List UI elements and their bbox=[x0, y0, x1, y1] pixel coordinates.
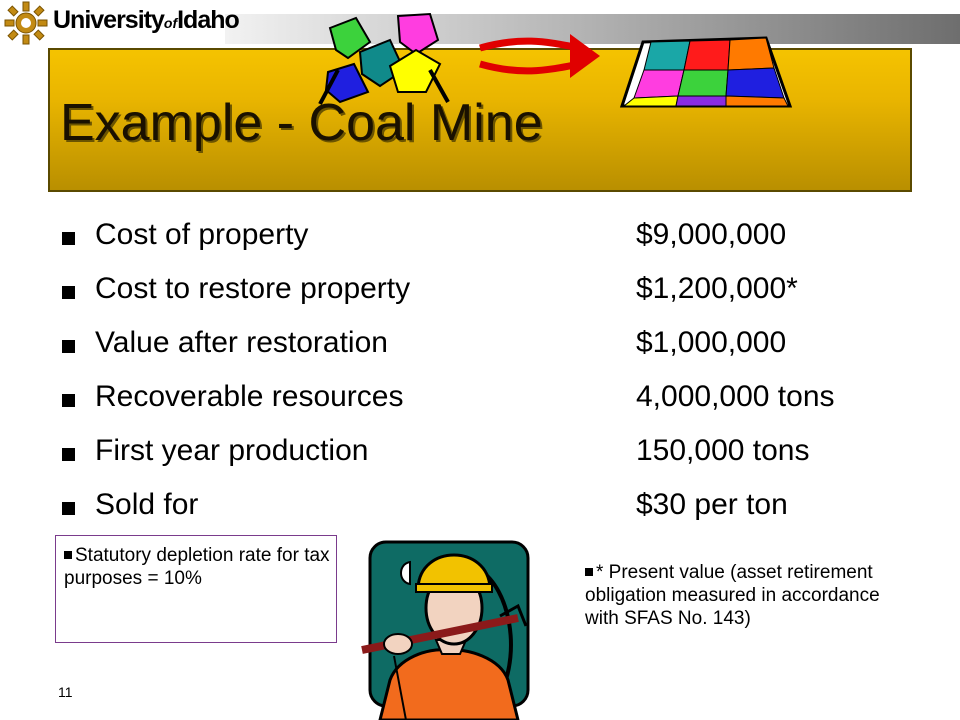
bullet-label: Recoverable resources bbox=[95, 380, 404, 413]
bullet-value: 150,000 tons bbox=[636, 434, 810, 467]
bullet-item-cost-of-property bbox=[0, 218, 960, 266]
bullet-value: $30 per ton bbox=[636, 488, 788, 521]
bullet-item-first-year-production bbox=[0, 434, 960, 482]
asset-retirement-note bbox=[585, 561, 915, 630]
logo-word-university: University bbox=[53, 6, 164, 34]
bullet-label: Cost of property bbox=[95, 218, 309, 251]
bullet-value: $1,200,000* bbox=[636, 272, 798, 305]
sun-gear-icon bbox=[3, 0, 49, 46]
bullet-marker-icon bbox=[62, 286, 75, 299]
bullet-label: First year production bbox=[95, 434, 369, 467]
page-number: 11 bbox=[58, 684, 73, 700]
double-arrow-icon bbox=[480, 34, 600, 78]
bullet-value: $9,000,000 bbox=[636, 218, 787, 251]
bullet-value: 4,000,000 tons bbox=[636, 380, 835, 413]
bullet-marker-icon bbox=[62, 232, 75, 245]
bullet-label: Value after restoration bbox=[95, 326, 388, 359]
note-left-text: Statutory depletion rate for tax purposes = 10% bbox=[64, 545, 330, 589]
bullet-marker-icon bbox=[62, 340, 75, 353]
bullet-item-cost-to-restore bbox=[0, 272, 960, 320]
bullet-marker-icon bbox=[62, 502, 75, 515]
bullet-label: Sold for bbox=[95, 488, 199, 521]
logo-word-of: of bbox=[163, 15, 178, 31]
bullet-marker-icon bbox=[62, 394, 75, 407]
note-bullet-icon bbox=[585, 568, 593, 576]
bullet-item-recoverable-resources bbox=[0, 380, 960, 428]
bullet-label: Cost to restore property bbox=[95, 272, 411, 305]
logo-word-idaho: Idaho bbox=[177, 6, 239, 34]
bullet-marker-icon bbox=[62, 448, 75, 461]
university-logo bbox=[0, 0, 239, 46]
university-name bbox=[53, 6, 239, 35]
slide-title: Example - Coal Mine bbox=[60, 94, 543, 152]
bullet-item-sold-for bbox=[0, 488, 960, 536]
statutory-depletion-note bbox=[55, 535, 337, 643]
note-bullet-icon bbox=[64, 551, 72, 559]
miner-with-pickaxe-icon bbox=[350, 530, 550, 720]
bullet-value: $1,000,000 bbox=[636, 326, 787, 359]
bullet-item-value-after-restoration bbox=[0, 326, 960, 374]
note-right-text: * Present value (asset retirement obligation measured in accordance with SFAS No. 143) bbox=[585, 562, 880, 629]
